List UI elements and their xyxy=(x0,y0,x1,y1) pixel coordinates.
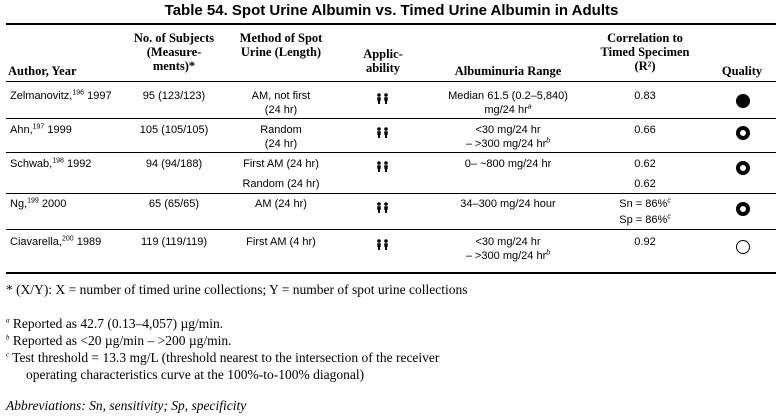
footnote-star: * (X/Y): X = number of timed urine collections; Y = number of spot urine collections xyxy=(6,282,468,297)
correlation-cell: 0.92 xyxy=(634,236,656,248)
method-cell: First AM (24 hr) xyxy=(243,158,319,170)
range-cell: mg/24 $hr^a$ xyxy=(484,103,532,116)
footnote-c-continued: operating characteristics curve at the 100%-to-100% diagonal) xyxy=(26,367,365,382)
range-cell: <30 mg/24 hr xyxy=(475,236,541,248)
correlation-cell: 0.83 xyxy=(634,90,656,102)
footnote-c: $^c$ Test threshold = 13.3 mg/L (threshold nearest to the intersection of the receiver xyxy=(6,350,440,365)
range-cell: Median 61.5 (0.2–5,840) xyxy=(448,90,568,102)
method-cell: AM (24 hr) xyxy=(255,198,307,210)
subjects-cell: 95 (123/123) xyxy=(142,90,206,102)
header-correlation: Correlation to Timed Specimen (R²) xyxy=(600,31,690,73)
range-cell: 0– ~800 mg/24 hr xyxy=(464,158,552,170)
row-divider xyxy=(6,152,776,153)
filled-circle-icon xyxy=(736,94,750,108)
double-person-icon xyxy=(376,161,390,173)
author-year: Schwab,$^{198}$ 1992 xyxy=(10,157,92,170)
range-cell: – >300 mg/24 $hr^b$ xyxy=(465,249,551,262)
method-cell: AM, not first xyxy=(251,90,311,102)
top-rule xyxy=(6,23,776,25)
range-cell: <30 mg/24 hr xyxy=(475,124,541,136)
footnote-a: $^a$ Reported as 42.7 (0.13–4,057) µg/min. xyxy=(6,316,224,331)
row-divider xyxy=(6,229,776,230)
author-year: Ng,$^{199}$ 2000 xyxy=(10,197,67,210)
header-subjects: No. of Subjects (Measure-ments)* xyxy=(133,31,215,73)
ring-circle-icon xyxy=(736,161,750,175)
ring-circle-icon xyxy=(736,202,750,216)
header-rule xyxy=(6,81,776,82)
ring-circle-icon xyxy=(736,126,750,140)
double-person-icon xyxy=(376,93,390,105)
abbreviations: Abbreviations: Sn, sensitivity; Sp, specificity xyxy=(6,398,247,413)
bottom-rule xyxy=(6,272,776,274)
method-cell: Random (24 hr) xyxy=(242,178,320,190)
correlation-cell: Sp = 86%$^c$ xyxy=(619,213,671,226)
double-person-icon xyxy=(376,239,390,251)
method-cell: First AM (4 hr) xyxy=(246,236,316,248)
row-divider xyxy=(6,193,776,194)
method-cell: (24 hr) xyxy=(264,104,298,116)
header-author: Author, Year xyxy=(8,64,77,78)
correlation-cell: 0.66 xyxy=(634,124,656,136)
header-range: Albuminuria Range xyxy=(454,64,562,78)
header-applicability: Applic-ability xyxy=(363,47,403,75)
correlation-cell: Sn = 86%$^c$ xyxy=(619,197,671,210)
subjects-cell: 65 (65/65) xyxy=(148,198,200,210)
range-cell: 34–300 mg/24 hour xyxy=(460,198,556,210)
header-method: Method of Spot Urine (Length) xyxy=(239,31,323,59)
subjects-cell: 105 (105/105) xyxy=(139,124,209,136)
subjects-cell: 94 (94/188) xyxy=(145,158,203,170)
subjects-cell: 119 (119/119) xyxy=(140,236,208,248)
double-person-icon xyxy=(376,127,390,139)
range-cell: – >300 mg/24 $hr^b$ xyxy=(465,137,551,150)
author-year: Zelmanovitz,$^{196}$ 1997 xyxy=(10,89,112,102)
header-quality: Quality xyxy=(721,64,763,78)
row-divider xyxy=(6,118,776,119)
open-circle-icon xyxy=(736,240,750,254)
author-year: Ahn,$^{197}$ 1999 xyxy=(10,123,72,136)
double-person-icon xyxy=(376,202,390,214)
correlation-cell: 0.62 xyxy=(634,178,656,190)
table-title: Table 54. Spot Urine Albumin vs. Timed Urine Albumin in Adults xyxy=(164,2,619,19)
author-year: Ciavarella,$^{200}$ 1989 xyxy=(10,235,102,248)
method-cell: Random xyxy=(260,124,302,136)
footnote-b: $^b$ Reported as <20 µg/min – >200 µg/min. xyxy=(6,333,232,348)
correlation-cell: 0.62 xyxy=(634,158,656,170)
method-cell: (24 hr) xyxy=(264,138,298,150)
